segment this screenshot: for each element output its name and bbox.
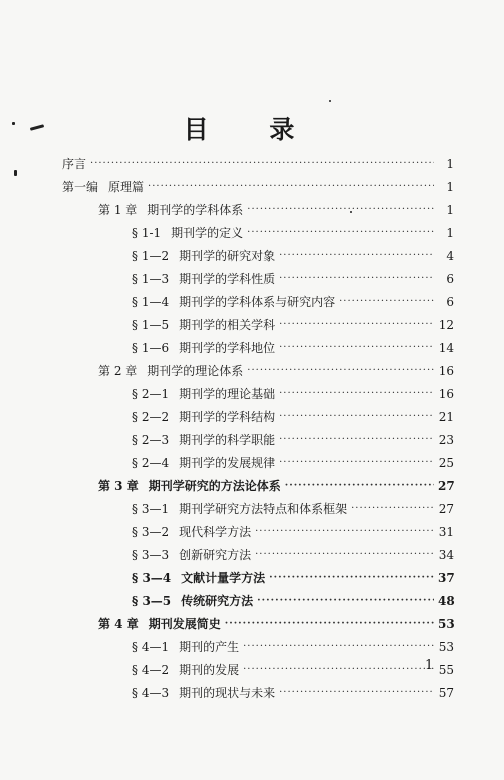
toc-entry-number: § 2—1 [132, 387, 170, 401]
toc-entry [98, 613, 454, 635]
toc-entry-title: 期刊学的理论体系 [147, 364, 244, 378]
toc-entry-number: § 1—3 [132, 272, 170, 286]
toc-entry-number: § 2—4 [132, 456, 170, 470]
leader-dots [339, 291, 434, 313]
toc-entry [62, 153, 454, 175]
leader-dots [279, 314, 434, 336]
toc-entry-page: 14 [438, 341, 454, 355]
scan-speck [12, 122, 15, 125]
toc-entry-title: 现代科学方法 [179, 525, 252, 539]
toc-entry-title: 序言 [62, 157, 87, 171]
scan-speck [350, 211, 352, 213]
leader-dots [90, 153, 434, 175]
toc-entry-page: 23 [438, 433, 454, 447]
toc-entry [132, 590, 454, 612]
page-number: 1 [425, 658, 434, 673]
toc-entry [132, 245, 454, 267]
leader-dots [279, 337, 434, 359]
toc-entry-page: 37 [438, 571, 455, 585]
toc-entry-number: § 3—4 [132, 571, 172, 585]
toc-entry [132, 429, 454, 451]
toc-entry [132, 452, 454, 474]
toc-entry-number: § 1—6 [132, 341, 170, 355]
toc-entry-page: 27 [438, 502, 454, 516]
toc-entry-page: 25 [438, 456, 454, 470]
leader-dots [279, 383, 434, 405]
toc-entry [132, 498, 454, 520]
toc-entry-page: 27 [438, 479, 455, 493]
toc-entry-title: 文献计量学方法 [181, 571, 266, 585]
toc-entry-number: 第 4 章 [98, 617, 139, 631]
toc-entry-number: 第 3 章 [98, 479, 139, 493]
toc-entry [132, 406, 454, 428]
toc-entry-title: 创新研究方法 [179, 548, 252, 562]
toc-entry-page: 57 [438, 686, 454, 700]
leader-dots [225, 613, 434, 635]
leader-dots [279, 245, 434, 267]
toc-entry-number: § 3—1 [132, 502, 170, 516]
leader-dots [255, 521, 434, 543]
toc-entry-title: 传统研究方法 [181, 594, 254, 608]
toc-entry-number: § 3—3 [132, 548, 170, 562]
toc-entry-title: 期刊学的学科体系与研究内容 [179, 295, 336, 309]
toc-entry-page: 55 [438, 663, 454, 677]
toc-entry-page: 31 [438, 525, 454, 539]
toc-entry-page: 16 [438, 364, 454, 378]
toc-entry-page: 12 [438, 318, 454, 332]
toc-entry-page: 4 [446, 249, 454, 263]
leader-dots [279, 682, 434, 704]
leader-dots [243, 659, 434, 681]
toc-entry-title: 期刊学的学科地位 [179, 341, 276, 355]
toc-entry-title: 期刊学的研究对象 [179, 249, 276, 263]
toc-entry-title: 期刊学的相关学科 [179, 318, 276, 332]
leader-dots [351, 498, 434, 520]
toc-entry-number: § 1—2 [132, 249, 170, 263]
toc-entry-page: 53 [438, 617, 455, 631]
toc-entry-title: 期刊学的学科性质 [179, 272, 276, 286]
toc-entry-page: 21 [438, 410, 454, 424]
toc-entry [98, 199, 454, 221]
leader-dots [247, 222, 434, 244]
toc-entry-number: § 1—5 [132, 318, 170, 332]
toc-entry-title: 期刊的产生 [179, 640, 240, 654]
toc-entry-title: 期刊学研究方法特点和体系框架 [179, 502, 348, 516]
toc-entry-number: § 4—1 [132, 640, 170, 654]
toc-entry-title: 期刊学的发展规律 [179, 456, 276, 470]
toc-entry-number: § 3—2 [132, 525, 170, 539]
toc-entry-number: § 1—4 [132, 295, 170, 309]
leader-dots [255, 544, 434, 566]
toc-entry [132, 291, 454, 313]
toc-entry-page: 6 [446, 295, 454, 309]
toc-entry [132, 383, 454, 405]
toc-entry-page: 48 [438, 594, 455, 608]
toc-entry-page: 1 [446, 180, 454, 194]
leader-dots [285, 475, 434, 497]
toc-entry-number: § 3—5 [132, 594, 172, 608]
leader-dots [243, 636, 434, 658]
toc-entry-page: 16 [438, 387, 454, 401]
page-title: 目 录 [183, 115, 321, 144]
toc-entry-number: § 2—2 [132, 410, 170, 424]
toc-entry [132, 682, 454, 704]
toc-entry [132, 337, 454, 359]
toc-entry-title: 期刊发展简史 [148, 617, 221, 631]
toc-entry [62, 176, 454, 198]
toc-entry-title: 期刊学的定义 [171, 226, 244, 240]
toc-entry-number: § 1-1 [132, 226, 162, 240]
toc-entry [98, 475, 454, 497]
toc-entry-number: 第 2 章 [98, 364, 138, 378]
toc-entry [132, 268, 454, 290]
toc-entry [132, 567, 454, 589]
toc-entry-number: 第一编 [62, 180, 99, 194]
leader-dots [279, 452, 434, 474]
leader-dots [279, 406, 434, 428]
toc-entry-title: 期刊的发展 [179, 663, 240, 677]
toc-entry-title: 期刊学的学科体系 [147, 203, 244, 217]
toc-entry [132, 636, 454, 658]
toc-entry-title: 期刊学的理论基础 [179, 387, 276, 401]
toc-entry-title: 期刊的现状与未来 [179, 686, 276, 700]
toc-entry-title: 期刊学的科学职能 [179, 433, 276, 447]
toc-entry-title: 期刊学的学科结构 [179, 410, 276, 424]
toc-entry [132, 314, 454, 336]
toc-entry-page: 53 [438, 640, 454, 654]
leader-dots [247, 360, 434, 382]
leader-dots [247, 199, 434, 221]
toc-entry-page: 6 [446, 272, 454, 286]
leader-dots [269, 567, 434, 589]
toc-entry [98, 360, 454, 382]
toc-entry-page: 1 [446, 203, 454, 217]
toc-entry-number: § 2—3 [132, 433, 170, 447]
toc-entry-title: 期刊学研究的方法论体系 [148, 479, 281, 493]
toc-entry-title: 原理篇 [108, 180, 145, 194]
scan-speck [329, 100, 331, 102]
toc-entry [132, 222, 454, 244]
scan-speck [14, 170, 17, 176]
leader-dots [148, 176, 434, 198]
toc-entry [132, 521, 454, 543]
toc-entry-number: § 4—2 [132, 663, 170, 677]
toc-entry [132, 659, 454, 681]
toc-entry-number: § 4—3 [132, 686, 170, 700]
toc-entry-page: 1 [446, 226, 454, 240]
leader-dots [257, 590, 434, 612]
leader-dots [279, 429, 434, 451]
leader-dots [279, 268, 434, 290]
toc-entry-page: 1 [446, 157, 454, 171]
toc-entry [132, 544, 454, 566]
toc-entry-page: 34 [438, 548, 454, 562]
toc-entry-number: 第 1 章 [98, 203, 138, 217]
